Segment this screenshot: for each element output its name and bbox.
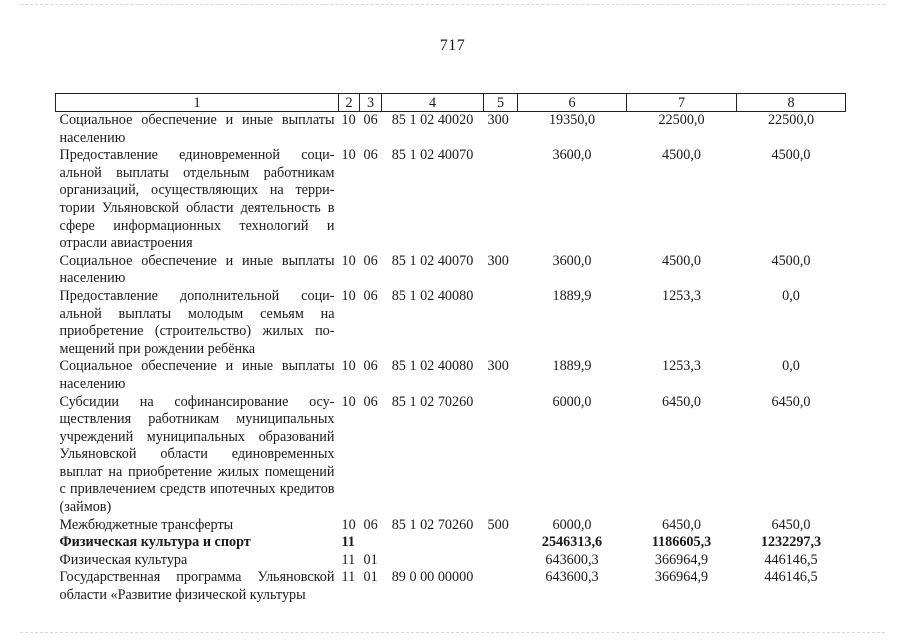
row-amount-col7: 4500,0 bbox=[661, 147, 701, 164]
row-section: 10 bbox=[341, 516, 356, 533]
page-number: 717 bbox=[439, 37, 466, 54]
row-amount-col8: 446146,5 bbox=[764, 551, 818, 568]
row-amount-col7: 1253,3 bbox=[661, 287, 701, 304]
row-name: Государственная программа Ульяновской области «Развитие физической культуры bbox=[59, 569, 335, 604]
row-name: Социальное обеспечение и иные выплаты населению bbox=[59, 112, 335, 146]
row-amount-col8: 446146,5 bbox=[764, 569, 818, 586]
row-amount-col7: 1186605,3 bbox=[651, 534, 712, 551]
row-subsection bbox=[360, 534, 382, 552]
row-amount-col8: 0,0 bbox=[782, 358, 800, 375]
row-amount-col6: 6000,0 bbox=[552, 516, 592, 533]
row-amount-col8: 4500,0 bbox=[771, 147, 811, 164]
table-row bbox=[56, 534, 846, 552]
row-section: 11 bbox=[341, 551, 356, 568]
row-name: Предоставление дополнительной социальной выплаты молодым семьям на приобретение (строительство) жилых помещений при рождении ребёнка bbox=[59, 287, 335, 357]
row-amount-col7: 1253,3 bbox=[661, 358, 701, 375]
table-row bbox=[56, 517, 846, 535]
row-section: 11 bbox=[341, 569, 356, 586]
row-expense-type: 500 bbox=[487, 516, 509, 533]
row-section: 11 bbox=[341, 534, 355, 551]
row-name: Физическая культура и спорт bbox=[59, 534, 251, 551]
row-name: Субсидии на софинансирование осуществления работникам муниципальных учреждений муниципальных образований Ульяновской области единовременных выплат на приобретение жилых помещений с привлечением средств ипотечных кредитов (займов) bbox=[59, 393, 335, 516]
table-row bbox=[56, 394, 846, 517]
row-expense-type bbox=[484, 569, 518, 604]
column-header-3: 3 bbox=[360, 94, 382, 112]
row-target-article: 85 1 02 70260 bbox=[391, 393, 474, 410]
row-name: Социальное обеспечение и иные выплаты населению bbox=[59, 358, 335, 392]
row-amount-col6: 643600,3 bbox=[545, 551, 599, 568]
table-row bbox=[56, 569, 846, 604]
row-amount-col8: 1232297,3 bbox=[760, 534, 822, 551]
row-target-article: 85 1 02 40080 bbox=[391, 358, 474, 375]
row-expense-type: 300 bbox=[487, 252, 509, 269]
row-amount-col6: 643600,3 bbox=[545, 569, 599, 586]
row-section: 10 bbox=[341, 147, 356, 164]
row-name: Физическая культура bbox=[59, 551, 188, 568]
row-target-article: 89 0 00 00000 bbox=[391, 569, 474, 586]
row-target-article: 85 1 02 70260 bbox=[391, 516, 474, 533]
scan-edge-bottom bbox=[20, 632, 885, 633]
row-amount-col7: 6450,0 bbox=[661, 393, 701, 410]
row-subsection: 06 bbox=[363, 112, 378, 128]
column-header-6: 6 bbox=[518, 94, 627, 112]
row-amount-col8: 6450,0 bbox=[771, 516, 811, 533]
row-amount-col6: 1889,9 bbox=[552, 358, 592, 375]
row-target-article: 85 1 02 40070 bbox=[391, 252, 474, 269]
row-amount-col6: 6000,0 bbox=[552, 393, 592, 410]
table-row bbox=[56, 112, 846, 148]
row-subsection: 01 bbox=[363, 569, 378, 586]
table-row bbox=[56, 253, 846, 288]
row-expense-type: 300 bbox=[487, 112, 509, 128]
column-header-5: 5 bbox=[484, 94, 518, 112]
row-subsection: 06 bbox=[363, 516, 378, 533]
row-target-article: 85 1 02 40070 bbox=[391, 147, 474, 164]
row-amount-col6: 2546313,6 bbox=[541, 534, 603, 551]
table-row bbox=[56, 552, 846, 570]
row-section: 10 bbox=[341, 358, 356, 375]
row-subsection: 06 bbox=[363, 252, 378, 269]
scan-edge-top bbox=[20, 4, 885, 5]
header-row bbox=[56, 94, 846, 112]
row-target-article bbox=[382, 534, 484, 552]
table-row bbox=[56, 147, 846, 253]
row-amount-col6: 19350,0 bbox=[548, 112, 596, 128]
row-subsection: 06 bbox=[363, 147, 378, 164]
row-target-article: 85 1 02 40080 bbox=[391, 287, 474, 304]
row-expense-type bbox=[484, 394, 518, 517]
row-amount-col6: 3600,0 bbox=[552, 252, 592, 269]
row-name: Предоставление единовременной социальной выплаты отдельным работникам организаций, осуществляющих на территории Ульяновской области деятельность в сфере информационных технологий и отрасли авиастроения bbox=[59, 147, 335, 252]
table-body bbox=[56, 112, 846, 605]
row-subsection: 06 bbox=[363, 358, 378, 375]
column-header-2: 2 bbox=[339, 94, 360, 112]
row-expense-type bbox=[484, 534, 518, 552]
row-target-article: 85 1 02 40020 bbox=[391, 112, 474, 128]
row-amount-col7: 366964,9 bbox=[654, 551, 709, 568]
row-amount-col6: 3600,0 bbox=[552, 147, 592, 164]
row-name: Межбюджетные трансферты bbox=[59, 516, 234, 533]
row-name: Социальное обеспечение и иные выплаты населению bbox=[59, 252, 335, 287]
row-amount-col6: 1889,9 bbox=[552, 287, 592, 304]
row-section: 10 bbox=[341, 393, 356, 410]
row-expense-type bbox=[484, 288, 518, 358]
table-row bbox=[56, 288, 846, 358]
row-target-article bbox=[382, 552, 484, 570]
column-header-1: 1 bbox=[56, 94, 339, 112]
row-subsection: 06 bbox=[363, 393, 378, 410]
column-header-4: 4 bbox=[382, 94, 484, 112]
row-expense-type bbox=[484, 552, 518, 570]
row-amount-col7: 4500,0 bbox=[661, 252, 701, 269]
row-section: 10 bbox=[341, 252, 356, 269]
row-section: 10 bbox=[341, 287, 356, 304]
row-subsection: 01 bbox=[363, 551, 378, 568]
row-amount-col8: 0,0 bbox=[782, 287, 800, 304]
row-amount-col7: 366964,9 bbox=[654, 569, 709, 586]
row-section: 10 bbox=[341, 112, 356, 128]
row-subsection: 06 bbox=[363, 287, 378, 304]
column-header-7: 7 bbox=[627, 94, 737, 112]
row-expense-type bbox=[484, 147, 518, 253]
row-amount-col8: 6450,0 bbox=[771, 393, 811, 410]
row-amount-col7: 6450,0 bbox=[661, 516, 701, 533]
column-header-8: 8 bbox=[737, 94, 846, 112]
row-amount-col8: 4500,0 bbox=[771, 252, 811, 269]
table-row bbox=[56, 358, 846, 393]
budget-table bbox=[55, 93, 846, 605]
row-expense-type: 300 bbox=[487, 358, 509, 375]
row-amount-col7: 22500,0 bbox=[658, 112, 705, 128]
row-amount-col8: 22500,0 bbox=[767, 112, 815, 128]
